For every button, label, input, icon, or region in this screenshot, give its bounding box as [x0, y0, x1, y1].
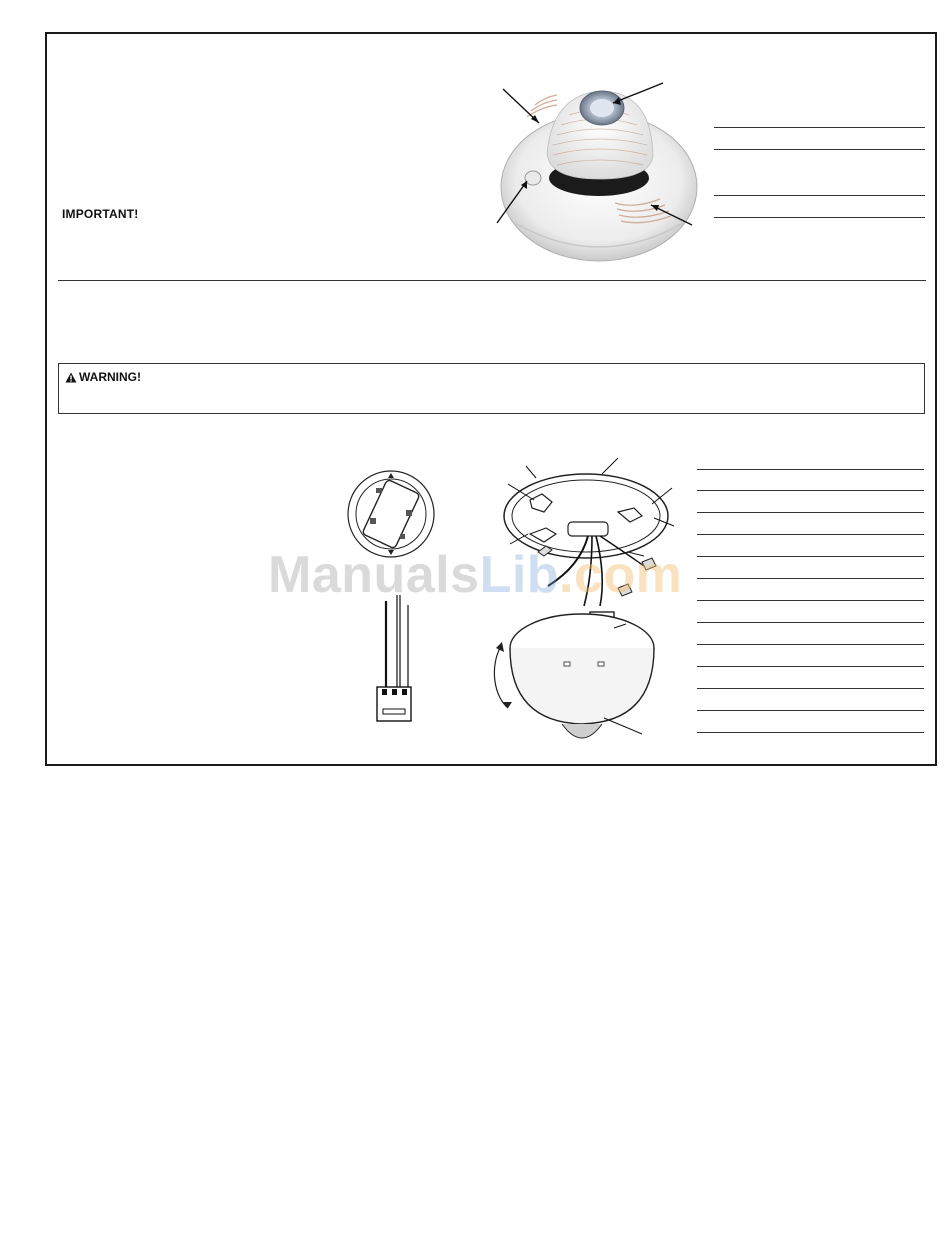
section-divider — [58, 280, 926, 281]
lower-rule-3 — [697, 512, 924, 513]
watermark-part-2: Lib — [479, 546, 560, 604]
top-rule-2 — [714, 149, 925, 150]
wire-connector-diagram — [372, 595, 416, 727]
lower-rule-9 — [697, 644, 924, 645]
lower-rule-1 — [697, 469, 924, 470]
warning-label: WARNING! — [79, 370, 141, 384]
lower-rule-2 — [697, 490, 924, 491]
warning-triangle-icon — [65, 372, 77, 383]
top-rule-4 — [714, 217, 925, 218]
warning-title — [65, 370, 141, 384]
lower-rule-6 — [697, 578, 924, 579]
warning-box — [58, 363, 925, 414]
lower-rule-4 — [697, 534, 924, 535]
top-rule-1 — [714, 127, 925, 128]
lower-rule-10 — [697, 666, 924, 667]
lower-rule-12 — [697, 710, 924, 711]
smoke-alarm-photo — [495, 75, 700, 270]
top-rule-3 — [714, 195, 925, 196]
watermark-part-3: .com — [559, 546, 683, 604]
lower-rule-13 — [697, 732, 924, 733]
lower-rule-5 — [697, 556, 924, 557]
watermark-part-1: Manuals — [268, 546, 480, 604]
lower-rule-8 — [697, 622, 924, 623]
lower-rule-7 — [697, 600, 924, 601]
important-label: IMPORTANT! — [62, 207, 139, 221]
watermark — [268, 545, 682, 605]
lower-rule-11 — [697, 688, 924, 689]
